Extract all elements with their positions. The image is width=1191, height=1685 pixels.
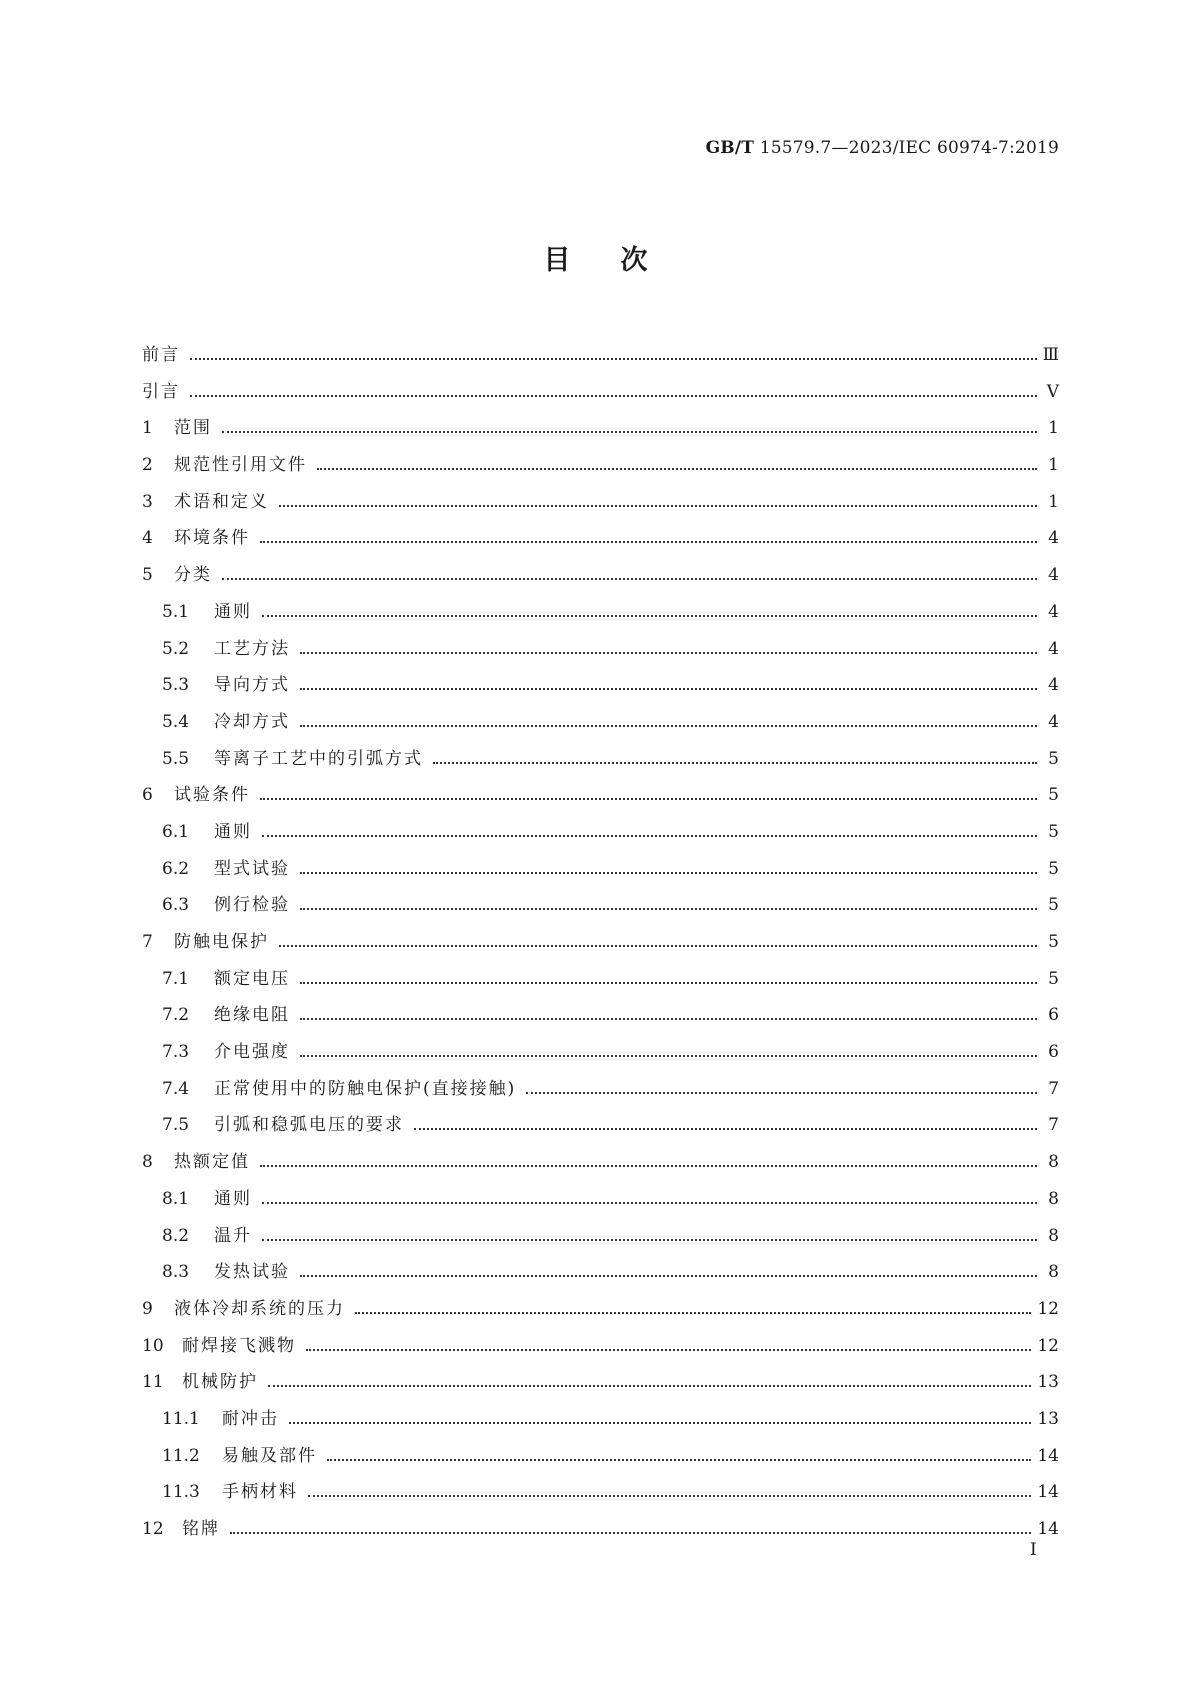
toc-entry-title: 等离子工艺中的引弧方式 [214, 748, 423, 769]
toc-entry[interactable] [142, 927, 1059, 964]
toc-entry-title: 导向方式 [214, 675, 290, 696]
toc-entry-title: 工艺方法 [214, 638, 290, 659]
toc-dot-leader [190, 357, 1037, 360]
toc-entry-number: 10 [142, 1335, 164, 1356]
toc-entry[interactable] [142, 1514, 1059, 1551]
toc-entry-page: 4 [1048, 638, 1059, 659]
toc-dot-leader [300, 651, 1037, 654]
toc-entry-title: 通则 [214, 821, 252, 842]
toc-entry-page: 4 [1048, 528, 1059, 549]
toc-entry-page: 14 [1037, 1445, 1059, 1466]
toc-entry[interactable] [142, 634, 1059, 671]
toc-entry[interactable] [142, 817, 1059, 854]
toc-entry-number: 2 [142, 455, 153, 476]
toc-entry-number: 7.4 [162, 1078, 190, 1099]
toc-entry-page: 5 [1048, 858, 1059, 879]
toc-entry-page: 5 [1048, 785, 1059, 806]
toc-entry-number: 8.2 [162, 1225, 190, 1246]
toc-entry-number: 6 [142, 785, 153, 806]
toc-dot-leader [300, 981, 1037, 984]
toc-entry-number: 1 [142, 418, 153, 439]
toc-entry[interactable] [142, 377, 1059, 414]
toc-entry[interactable] [142, 523, 1059, 560]
toc-entry-page: 12 [1037, 1335, 1059, 1356]
toc-entry[interactable] [142, 780, 1059, 817]
toc-dot-leader [262, 834, 1037, 837]
toc-entry-title: 介电强度 [214, 1042, 290, 1063]
toc-entry-page: 8 [1048, 1262, 1059, 1283]
toc-entry-page: 1 [1048, 418, 1059, 439]
toc-entry[interactable] [142, 487, 1059, 524]
toc-entry[interactable] [142, 1000, 1059, 1037]
standard-code [706, 138, 1059, 158]
page-number: Ⅰ [1030, 1540, 1037, 1560]
toc-dot-leader [262, 614, 1037, 617]
toc-entry-title: 引弧和稳弧电压的要求 [214, 1115, 404, 1136]
toc-entry-number: 11.3 [162, 1482, 200, 1503]
toc-entry-number: 7.3 [162, 1042, 190, 1063]
toc-entry-number: 7.2 [162, 1005, 190, 1026]
standard-code-number: 15579.7—2023/IEC 60974-7:2019 [754, 138, 1059, 158]
toc-entry-number: 8 [142, 1152, 153, 1173]
toc-entry-page: 4 [1048, 601, 1059, 622]
toc-entry-title: 铭牌 [182, 1519, 220, 1539]
toc-dot-leader [289, 1421, 1031, 1424]
toc-entry[interactable] [142, 1477, 1059, 1514]
toc-entry-number: 4 [142, 528, 153, 549]
toc-dot-leader [268, 1384, 1031, 1387]
toc-entry[interactable] [142, 744, 1059, 781]
toc-entry-number: 7.5 [162, 1115, 190, 1136]
toc-entry[interactable] [142, 1147, 1059, 1184]
toc-dot-leader [190, 394, 1037, 397]
toc-entry-title: 液体冷却系统的压力 [174, 1298, 345, 1319]
toc-dot-leader [279, 504, 1037, 507]
toc-entry-number: 12 [142, 1519, 164, 1539]
toc-dot-leader [260, 797, 1037, 800]
toc-entry-page: 5 [1048, 968, 1059, 989]
toc-entry-title: 防触电保护 [174, 932, 269, 952]
toc-entry-title: 试验条件 [174, 785, 250, 806]
toc-entry-title: 耐冲击 [222, 1408, 279, 1429]
toc-entry-title: 额定电压 [214, 968, 290, 989]
toc-entry-title: 机械防护 [182, 1372, 258, 1393]
toc-dot-leader [300, 724, 1037, 727]
toc-entry-page: 1 [1048, 455, 1059, 476]
toc-heading: 目次 [543, 245, 698, 276]
toc-entry-page: 1 [1048, 491, 1059, 512]
toc-entry-page: 4 [1048, 675, 1059, 696]
toc-dot-leader [230, 1531, 1031, 1534]
toc-entry[interactable] [142, 340, 1059, 377]
toc-entry-title: 引言 [142, 381, 180, 402]
toc-dot-leader [300, 1017, 1037, 1020]
toc-entry[interactable] [142, 597, 1059, 634]
toc-dot-leader [222, 577, 1037, 580]
toc-entry[interactable] [142, 707, 1059, 744]
toc-entry[interactable] [142, 450, 1059, 487]
toc-entry-page: 4 [1048, 565, 1059, 586]
toc-entry[interactable] [142, 1367, 1059, 1404]
toc-entry[interactable] [142, 854, 1059, 891]
toc-entry[interactable] [142, 1294, 1059, 1331]
toc-entry-page: 8 [1048, 1225, 1059, 1246]
toc-entry-title: 手柄材料 [222, 1482, 298, 1503]
toc-dot-leader [300, 907, 1037, 910]
toc-dot-leader [414, 1127, 1037, 1130]
toc-entry-number: 9 [142, 1298, 153, 1319]
toc-entry[interactable] [142, 1221, 1059, 1258]
toc-entry-title: 规范性引用文件 [174, 455, 307, 476]
toc-entry-page: Ⅲ [1042, 345, 1059, 365]
toc-entry[interactable] [142, 560, 1059, 597]
toc-entry-number: 8.1 [162, 1188, 190, 1209]
toc-entry-number: 5.4 [162, 711, 190, 732]
toc-dot-leader [300, 687, 1037, 690]
toc-entry-page: 8 [1048, 1152, 1059, 1173]
toc-entry[interactable] [142, 1110, 1059, 1147]
toc-entry-page: 5 [1048, 748, 1059, 769]
toc-entry-title: 易触及部件 [222, 1445, 317, 1466]
toc-entry-page: 5 [1048, 895, 1059, 916]
toc-dot-leader [262, 1201, 1037, 1204]
toc-entry-title: 通则 [214, 601, 252, 622]
toc-entry-page: 5 [1048, 932, 1059, 952]
toc-entry-page: 12 [1037, 1298, 1059, 1319]
toc-entry-number: 5.2 [162, 638, 190, 659]
toc-entry-number: 11 [142, 1372, 164, 1393]
toc-entry-number: 5 [142, 565, 153, 586]
toc-entry[interactable] [142, 670, 1059, 707]
toc-entry[interactable] [142, 1074, 1059, 1111]
toc-entry-title: 型式试验 [214, 858, 290, 879]
toc-entry-number: 11.1 [162, 1408, 200, 1429]
toc-entry[interactable] [142, 1441, 1059, 1478]
toc-dot-leader [355, 1311, 1031, 1314]
toc-dot-leader [300, 1274, 1037, 1277]
toc-dot-leader [300, 871, 1037, 874]
toc-entry-page: 7 [1048, 1115, 1059, 1136]
toc-dot-leader [433, 761, 1037, 764]
toc-entry[interactable] [142, 1257, 1059, 1294]
toc-dot-leader [327, 1458, 1031, 1461]
toc-entry-title: 前言 [142, 345, 180, 365]
toc-entry-title: 术语和定义 [174, 491, 269, 512]
toc-entry-number: 3 [142, 491, 153, 512]
toc-dot-leader [300, 1054, 1037, 1057]
toc-entry[interactable] [142, 1037, 1059, 1074]
toc-entry-page: 13 [1037, 1408, 1059, 1429]
toc-entry-page: 6 [1048, 1042, 1059, 1063]
toc-entry-page: 13 [1037, 1372, 1059, 1393]
toc-dot-leader [262, 1238, 1037, 1241]
toc-entry-title: 环境条件 [174, 528, 250, 549]
toc-dot-leader [306, 1348, 1031, 1351]
standard-code-prefix: GB/T [705, 138, 755, 158]
toc-entry-title: 热额定值 [174, 1152, 250, 1173]
toc-entry-number: 6.1 [162, 821, 190, 842]
toc-dot-leader [222, 430, 1037, 433]
toc-entry-title: 分类 [174, 565, 212, 586]
toc-entry-title: 耐焊接飞溅物 [182, 1335, 296, 1356]
toc-entry-page: 5 [1048, 821, 1059, 842]
toc-entry-title: 冷却方式 [214, 711, 290, 732]
toc-entry-page: 7 [1048, 1078, 1059, 1099]
toc-entry-number: 5.5 [162, 748, 190, 769]
toc-entry-page: 8 [1048, 1188, 1059, 1209]
toc-dot-leader [279, 944, 1037, 947]
toc-entry-title: 正常使用中的防触电保护(直接接触) [214, 1078, 517, 1099]
toc-entry-number: 5.1 [162, 601, 190, 622]
toc-entry-page: 14 [1037, 1482, 1059, 1503]
toc-entry-title: 范围 [174, 418, 212, 439]
toc-entry-number: 7.1 [162, 968, 190, 989]
toc-entry[interactable] [142, 1331, 1059, 1368]
toc-entry-title: 发热试验 [214, 1262, 290, 1283]
toc-entry-title: 例行检验 [214, 895, 290, 916]
toc-entry-page: 14 [1037, 1519, 1059, 1539]
toc-entry-number: 11.2 [162, 1445, 200, 1466]
toc-entry-title: 通则 [214, 1188, 252, 1209]
toc-entry[interactable] [142, 413, 1059, 450]
toc-entry-title: 温升 [214, 1225, 252, 1246]
toc-entry-number: 6.2 [162, 858, 190, 879]
toc-entry[interactable] [142, 1404, 1059, 1441]
toc-entry-page: 6 [1048, 1005, 1059, 1026]
toc-dot-leader [260, 540, 1037, 543]
toc-entry[interactable] [142, 1184, 1059, 1221]
toc-entry-page: Ⅴ [1046, 381, 1059, 402]
toc-entry-number: 6.3 [162, 895, 190, 916]
toc-dot-leader [317, 467, 1037, 470]
toc-entry-page: 4 [1048, 711, 1059, 732]
toc-entry-number: 5.3 [162, 675, 190, 696]
toc-entry-title: 绝缘电阻 [214, 1005, 290, 1026]
toc-dot-leader [308, 1494, 1031, 1497]
toc-dot-leader [526, 1091, 1037, 1094]
toc-entry-number: 7 [142, 932, 153, 952]
table-of-contents [142, 340, 1059, 1551]
toc-entry[interactable] [142, 964, 1059, 1001]
toc-dot-leader [260, 1164, 1037, 1167]
toc-entry[interactable] [142, 890, 1059, 927]
toc-entry-number: 8.3 [162, 1262, 190, 1283]
